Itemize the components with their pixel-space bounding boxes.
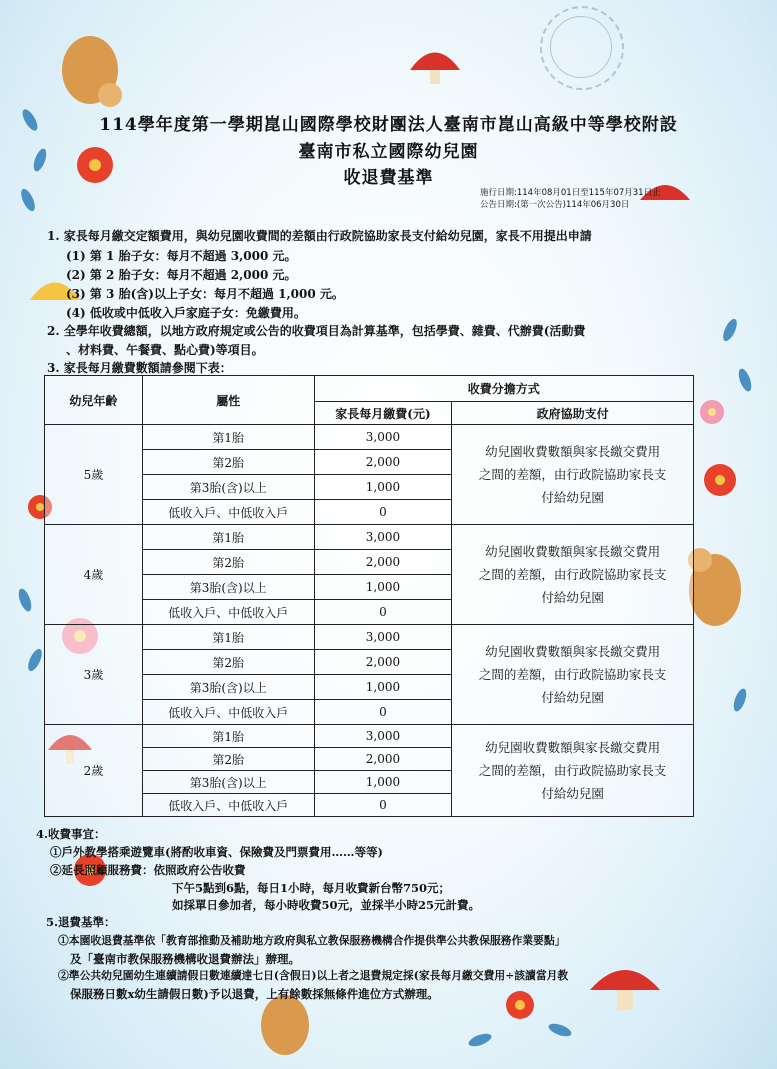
gov-text-line: 幼兒園收費數額與家長繳交費用 (485, 544, 661, 559)
document-title: 114學年度第一學期崑山國際學校財團法人臺南市崑山高級中等學校附設 (99, 115, 678, 135)
section4-heading: 4.收費事宜： (36, 827, 106, 841)
section5-item: ①本園收退費基準依「教育部推動及補助地方政府與私立教保服務機構合作提供準公共教保服務作業要點」 (58, 934, 566, 947)
age-cell: 2歲 (45, 725, 143, 817)
gov-text-line: 幼兒園收費數額與家長繳交費用 (485, 740, 661, 755)
section5-heading: 5.退費基準： (46, 915, 116, 929)
section5-item: 保服務日數x幼生請假日數)予以退費，上有餘數採無條件進位方式辦理。 (70, 987, 439, 1001)
attr-cell: 第2胎 (142, 748, 314, 771)
fee-cell: 1,000 (314, 575, 452, 600)
age-cell: 5歲 (45, 425, 143, 525)
gov-text-line: 付給幼兒園 (541, 690, 604, 705)
age-cell: 4歲 (45, 525, 143, 625)
attr-cell: 第1胎 (142, 725, 314, 748)
fee-cell: 1,000 (314, 771, 452, 794)
gov-support-cell (452, 625, 694, 725)
gov-text-line: 之間的差額，由行政院協助家長支 (478, 467, 667, 482)
table-row (45, 425, 694, 450)
section3-intro: 3. 家長每月繳費數額請參閱下表： (47, 361, 232, 375)
section1-item: (4) 低收或中低收入戶家庭子女：免繳費用。 (66, 306, 306, 320)
section2-line: 、材料費、午餐費、點心費)等項目。 (66, 343, 264, 357)
fee-cell: 3,000 (314, 425, 452, 450)
section5-item: ②準公共幼兒園幼生連續請假日數連續達七日(含假日)以上者之退費規定採(家長每月繳交費用÷該讀當月教 (58, 969, 569, 982)
section1-item: (3) 第 3 胎(含)以上子女：每月不超過 1,000 元。 (66, 287, 344, 301)
attr-cell: 第2胎 (142, 650, 314, 675)
table-row (45, 625, 694, 650)
gov-text-line: 幼兒園收費數額與家長繳交費用 (485, 644, 661, 659)
gov-text-line: 付給幼兒園 (541, 490, 604, 505)
fee-cell: 0 (314, 600, 452, 625)
section4-detail: 下午5點到6點，每日1小時，每月收費新台幣750元； (172, 881, 451, 895)
header-attribute: 屬性 (142, 376, 314, 425)
gov-text-line: 付給幼兒園 (541, 786, 604, 801)
gov-support-cell (452, 525, 694, 625)
fee-cell: 1,000 (314, 475, 452, 500)
attr-cell: 第3胎(含)以上 (142, 575, 314, 600)
section1-item: (2) 第 2 胎子女：每月不超過 2,000 元。 (66, 268, 297, 282)
section1-intro: 1. 家長每月繳交定額費用，與幼兒園收費間的差額由行政院協助家長支付給幼兒園，家長不用提出申請 (47, 229, 592, 243)
section1-item: (1) 第 1 胎子女：每月不超過 3,000 元。 (66, 249, 297, 263)
header-gov-support: 政府協助支付 (452, 402, 694, 425)
attr-cell: 第1胎 (142, 425, 314, 450)
fee-cell: 3,000 (314, 625, 452, 650)
announce-date: 公告日期:(第一次公告)114年06月30日 (480, 200, 630, 210)
attr-cell: 第3胎(含)以上 (142, 475, 314, 500)
attr-cell: 低收入戶、中低收入戶 (142, 500, 314, 525)
gov-text-line: 付給幼兒園 (541, 590, 604, 605)
section4-item: ②延長照顧服務費：依照政府公告收費 (50, 863, 246, 877)
attr-cell: 第3胎(含)以上 (142, 675, 314, 700)
fee-cell: 0 (314, 794, 452, 817)
attr-cell: 第3胎(含)以上 (142, 771, 314, 794)
section4-item: ①戶外教學搭乘遊覽車(將酌收車資、保險費及門票費用……等等) (50, 845, 383, 859)
attr-cell: 低收入戶、中低收入戶 (142, 700, 314, 725)
gov-text-line: 之間的差額，由行政院協助家長支 (478, 763, 667, 778)
attr-cell: 低收入戶、中低收入戶 (142, 600, 314, 625)
table-row (45, 725, 694, 748)
gov-support-cell (452, 725, 694, 817)
fee-cell: 3,000 (314, 725, 452, 748)
postmark-stamp-icon (540, 6, 624, 90)
fee-cell: 0 (314, 700, 452, 725)
attr-cell: 第1胎 (142, 625, 314, 650)
section4-detail: 如採單日參加者，每小時收費50元，並採半小時25元計費。 (172, 898, 481, 912)
section2-line: 2. 全學年收費總額，以地方政府規定或公告的收費項目為計算基準，包括學費、雜費、代辦費(活動費 (47, 324, 586, 338)
attr-cell: 第2胎 (142, 550, 314, 575)
attr-cell: 低收入戶、中低收入戶 (142, 794, 314, 817)
age-cell: 3歲 (45, 625, 143, 725)
fee-cell: 2,000 (314, 550, 452, 575)
fee-cell: 2,000 (314, 450, 452, 475)
header-fee-sharing: 收費分擔方式 (314, 376, 693, 402)
fee-cell: 0 (314, 500, 452, 525)
document-subtitle: 收退費基準 (343, 168, 434, 188)
effective-date: 施行日期:114年08月01日至115年07月31日止 (480, 188, 661, 198)
section5-item: 及「臺南市教保服務機構收退費辦法」辦理。 (70, 952, 300, 966)
header-age: 幼兒年齡 (45, 376, 143, 425)
attr-cell: 第1胎 (142, 525, 314, 550)
header-parent-fee: 家長每月繳費(元) (314, 402, 452, 425)
gov-support-cell (452, 425, 694, 525)
fee-cell: 2,000 (314, 650, 452, 675)
gov-text-line: 之間的差額，由行政院協助家長支 (478, 667, 667, 682)
fee-cell: 3,000 (314, 525, 452, 550)
fee-cell: 2,000 (314, 748, 452, 771)
fee-table (44, 375, 694, 817)
kindergarten-name: 臺南市私立國際幼兒園 (298, 142, 479, 162)
table-row (45, 525, 694, 550)
gov-text-line: 幼兒園收費數額與家長繳交費用 (485, 444, 661, 459)
fee-cell: 1,000 (314, 675, 452, 700)
attr-cell: 第2胎 (142, 450, 314, 475)
gov-text-line: 之間的差額，由行政院協助家長支 (478, 567, 667, 582)
